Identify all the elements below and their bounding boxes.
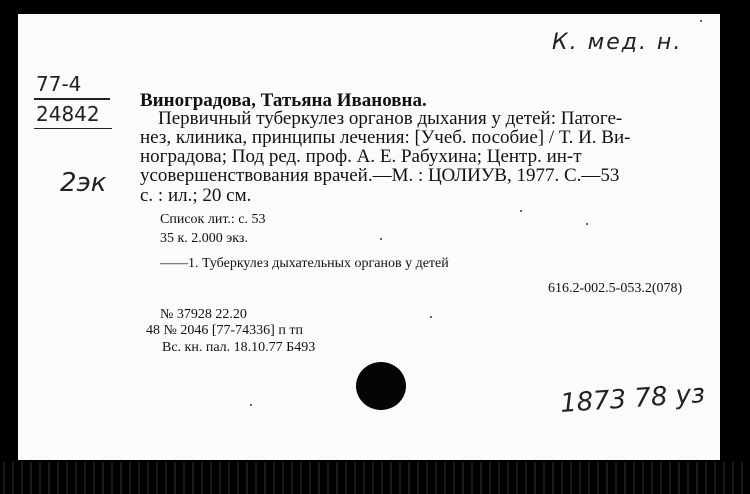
title-line-3: ноградова; Под ред. проф. А. Е. Рабухина; Центр. ин-т bbox=[140, 146, 582, 167]
handwritten-call-number-top: 77-4 bbox=[36, 72, 82, 96]
ink-blot bbox=[356, 362, 406, 410]
title-line-1: Первичный туберкулез органов дыхания у детей: Патоге- bbox=[158, 108, 623, 129]
title-line-2: нез, клиника, принципы лечения: [Учеб. пособие] / Т. И. Ви- bbox=[140, 127, 631, 148]
handwritten-call-number-bottom: 24842 bbox=[36, 102, 100, 126]
scan-border bbox=[0, 462, 750, 494]
bibliography-note: Список лит.: с. 53 bbox=[160, 212, 266, 227]
scan-speck bbox=[700, 20, 702, 22]
subject-heading: ——1. Туберкулез дыхательных органов у детей bbox=[160, 256, 449, 271]
scan-speck bbox=[380, 238, 382, 240]
price-circulation: 35 к. 2.000 экз. bbox=[160, 231, 248, 246]
footer-line-3: Вс. кн. пал. 18.10.77 Б493 bbox=[162, 340, 316, 355]
scan-speck bbox=[586, 223, 588, 225]
handwritten-copies: 2эк bbox=[60, 168, 107, 198]
scan-speck bbox=[250, 404, 252, 406]
author-heading: Виноградова, Татьяна Ивановна. bbox=[140, 90, 427, 111]
call-number-underline bbox=[34, 128, 112, 129]
call-number-divider bbox=[34, 98, 110, 100]
handwritten-inventory: 1873 78 уз bbox=[559, 378, 706, 420]
scan-speck bbox=[430, 316, 432, 318]
footer-line-1: № 37928 22.20 bbox=[160, 307, 247, 322]
handwritten-degree: К. мед. н. bbox=[552, 30, 683, 55]
title-line-5: с. : ил.; 20 см. bbox=[140, 185, 252, 206]
scan-speck bbox=[520, 210, 522, 212]
udc-classification: 616.2-002.5-053.2(078) bbox=[548, 281, 683, 296]
title-line-4: усовершенствования врачей.—М. : ЦОЛИУВ, 1977. С.—53 bbox=[140, 165, 620, 186]
footer-line-2: 48 № 2046 [77-74336] п тп bbox=[146, 323, 303, 338]
